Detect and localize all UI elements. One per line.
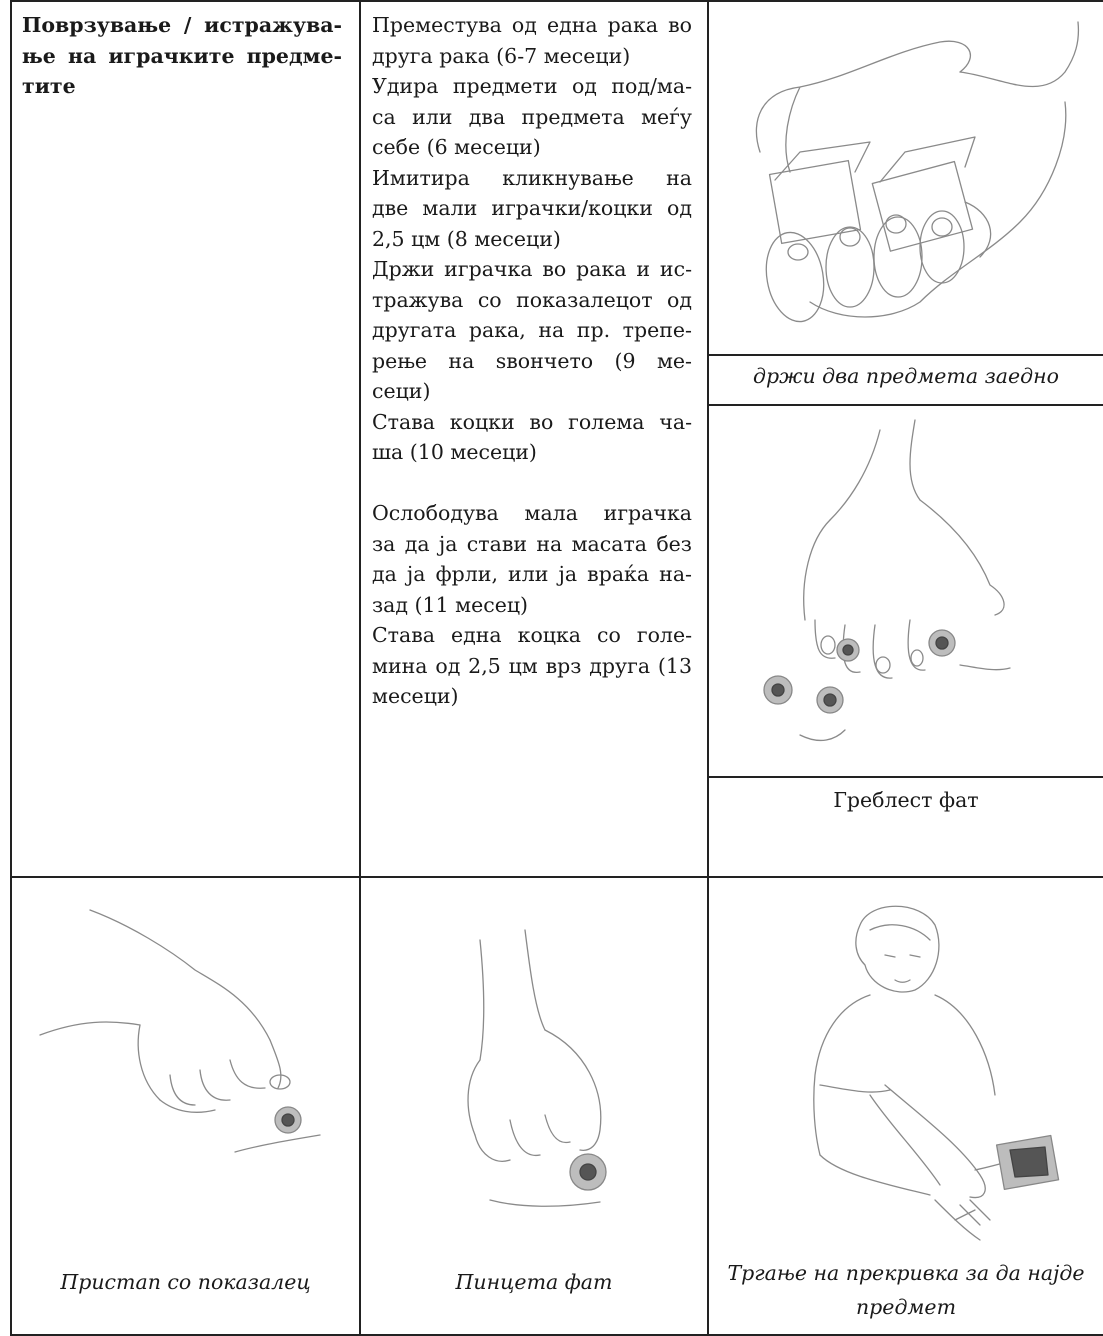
description-line: Држи играчка во рака и ис- [372, 257, 692, 281]
table-border-top [10, 0, 1103, 2]
description-line: рење на ѕвончето (9 ме- [372, 348, 692, 373]
description-line: тражува со показалецот од [372, 287, 692, 312]
caption-raking-grasp: Греблест фат [833, 788, 979, 812]
heading-line: ње на играчките предме- [22, 43, 342, 68]
image-caption-divider-3 [707, 776, 1103, 778]
description-line: зад (11 месец) [372, 592, 529, 617]
skill-description [372, 10, 692, 712]
description-line: мина од 2,5 цм врз друга (13 [372, 653, 692, 678]
description-line: да ја фрли, или ја враќа на- [372, 562, 692, 586]
image-caption-divider-1 [707, 354, 1103, 356]
skill-heading [22, 10, 342, 102]
description-line: Имитира кликнување на [372, 165, 692, 190]
column-divider-2 [707, 0, 709, 1336]
description-line: 2,5 цм (8 месеци) [372, 226, 561, 251]
row-divider [10, 876, 1103, 878]
heading-line: тите [22, 74, 76, 98]
description-line: сеци) [372, 379, 431, 403]
description-line: Преместува од една рака во [372, 13, 692, 37]
caption-pull-cover-find-object [709, 1256, 1103, 1324]
description-line: ша (10 месеци) [372, 440, 537, 464]
description-line: Става коцки во голема ча- [372, 409, 692, 434]
description-line [372, 468, 692, 499]
caption-holds-two-objects: држи два предмета заедно [753, 364, 1059, 388]
caption-index-finger-approach: Пристап со показалец [60, 1270, 311, 1294]
description-line: Ослободува мала играчка [372, 501, 692, 525]
description-line: Става една коцка со голе- [372, 623, 692, 647]
child-pulling-cover-illustration [720, 885, 1100, 1255]
description-line: са или два предмета меѓу [372, 104, 692, 129]
description-line: другата рака, на пр. трепе- [372, 318, 692, 342]
caption-pincer-grasp: Пинцета фат [455, 1270, 613, 1294]
hand-holding-blocks-illustration [720, 12, 1100, 347]
description-line: себе (6 месеци) [372, 135, 541, 159]
description-line: месеци) [372, 684, 459, 708]
index-finger-approach-illustration [20, 890, 350, 1260]
caption-line: предмет [855, 1295, 957, 1319]
pincer-grasp-illustration [370, 890, 700, 1260]
table-border-left [10, 0, 12, 1336]
description-line: за да ја стави на масата без [372, 531, 692, 556]
caption-line: Тргање на прекривка за да најде [727, 1261, 1085, 1285]
raking-grasp-illustration [720, 410, 1100, 770]
heading-line: Поврзување / истражува- [22, 13, 342, 37]
description-line: Удира предмети од под/ма- [372, 74, 692, 98]
description-line: друга рака (6-7 месеци) [372, 43, 631, 68]
image-caption-divider-2 [707, 404, 1103, 406]
column-divider-1 [359, 0, 361, 1336]
description-line: две мали играчки/коцки од [372, 196, 692, 220]
